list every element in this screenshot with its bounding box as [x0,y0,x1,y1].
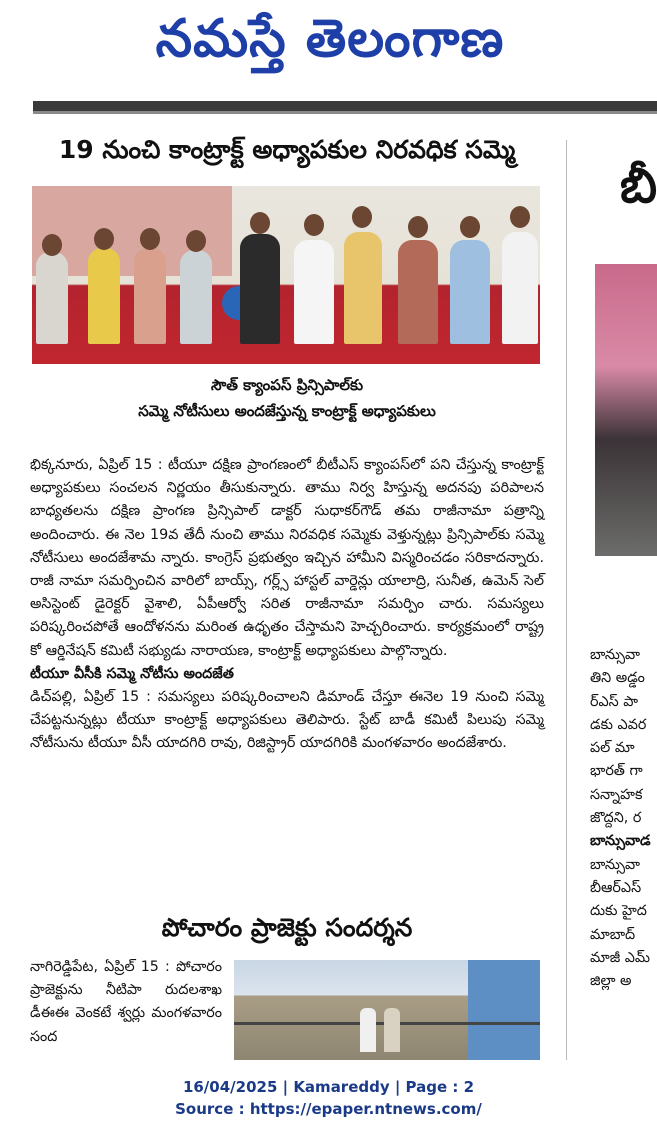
photo-person [180,250,212,344]
newspaper-title: నమస్తే తెలంగాణ [155,8,505,69]
photo-person [88,248,120,344]
right-text-line: బాన్సువా [590,647,641,663]
caption-line: సమ్మె నోటీసులు అందజేస్తున్న కాంట్రాక్ట్ అధ్యాపకులు [138,402,436,420]
photo-head [304,214,324,236]
right-article-text [590,644,657,993]
footer-source: Source : https://epaper.ntnews.com/ [175,1100,482,1118]
second-article-photo [234,960,540,1060]
right-article-photo [595,264,657,556]
photo-head [42,234,62,256]
right-text-line: పల్ మా [590,740,635,757]
photo-person [344,232,382,344]
column-divider [566,140,567,1060]
photo-head [140,228,160,250]
article-body [30,454,544,756]
photo-person [384,1008,400,1052]
photo-head [352,206,372,228]
article-paragraph: భిక్కనూరు, ఏప్రిల్ 15 : టీయూ దక్షిణ ప్రాంగణంలో బీటీఎస్ క్యాంపస్‌లో పని చేస్తున్న కాంట్రాక్ట్ అధ్యాపకులు సంచలన నిర్ణయం తీసుకున్నారు. తాము నిర్వ హిస్తున్న అదనపు పరిపాలన బాధ్యతలను దక్షిణ ప్రాంగణ ప్రిన్సిపాల్ డాక్టర్ సుధాకర్‌గౌడ్ తమ రాజీనామా పత్రాన్ని అందించారు. ఈ నెల 19వ తేదీ నుంచి తాము నిరవధిక సమ్మెకు వెళ్తున్నట్లు ప్రిన్సిపాల్‌కు సమ్మె నోటీసులు అందజేశామ న్నారు. కాంగ్రెస్ ప్రభుత్వం ఇచ్చిన హామీని విస్మరించడం సరికాదన్నారు. రాజీ నామా సమర్పించిన వారిలో బాయ్స్, గర్ల్స్ హాస్టల్ వార్డెన్లు యాలాద్రి, సునీత, ఉమెన్ సెల్ అసిస్టెంట్ డైరెక్టర్ వైశాలి, ఏపీఆర్వో సరిత రాజీనామా సమర్పిం చారు. సమస్యలు పరిష్కరించపోతే ఆందోళనను మరింత ఉధృతం చేస్తామని హెచ్చరించారు. కార్యక్రమంలో రాష్ట్ర కో ఆర్డినేషన్ కమిటీ సభ్యుడు నారాయణ, కాంట్రాక్ట్ అధ్యాపకులు పాల్గొన్నారు. [30,457,544,659]
photo-person [398,240,438,344]
right-text-line: బాన్సువాడ [590,833,651,850]
photo-head [408,216,428,238]
main-article-column [30,118,544,1063]
photo-head [510,206,530,228]
right-text-line: సన్నాహక [590,786,643,803]
photo-person [360,1008,376,1052]
photo-person [240,234,280,344]
photo-head [460,216,480,238]
right-text-line: మాజీ ఎమ్ [590,949,651,966]
article-paragraph: డిచ్‌పల్లి, ఏప్రిల్ 15 : సమస్యలు పరిష్కరించాలని డిమాండ్ చేస్తూ ఈనెల 19 నుంచి సమ్మె చేపట్టనున్నట్లు టీయూ కాంట్రాక్ట్ అధ్యాపకులు తెలిపారు. స్టేట్ బాడీ కమిటీ పిలుపు సమ్మె నోటీసును టీయూ వీసీ యాదగిరి రావు, రిజిస్ట్రార్ యాదగిరికి మంగళవారం అందజేశారు. [30,689,544,752]
right-text-line: భారత్ గా [590,763,643,780]
photo-person [450,240,490,344]
photo-head [250,212,270,234]
second-headline: పోచారం ప్రాజెక్టు సందర్శన [161,913,413,942]
caption-line: సౌత్ క్యాంపస్ ప్రిన్సిపాల్‌కు [210,376,364,394]
right-text-line: తిని అడ్డం [590,670,645,687]
photo-head [94,228,114,250]
photo-person [134,248,166,344]
right-text-line: జిల్లా అ [590,973,632,990]
second-article-text: నాగిరెడ్డిపేట, ఏప్రిల్ 15 : పోచారం ప్రాజెక్టును నీటిపా రుదలశాఖ డీఈఈ వెంకటే శ్వర్లు మంగళవారం సంద [30,959,222,1045]
right-text-line: మాబాద్ [590,926,636,943]
masthead [0,0,657,95]
right-text-line: బీఆర్‌ఎస్ [590,879,642,896]
right-text-line: జొద్దని, ర [590,810,642,827]
header-rule [33,101,657,111]
main-headline: 19 నుంచి కాంట్రాక్ట్ అధ్యాపకుల నిరవధిక సమ్మె [58,135,516,164]
right-text-line: బాన్సువా [590,856,641,873]
main-article-photo [32,186,540,364]
right-headline: బీ [620,158,657,214]
photo-head [186,230,206,252]
right-text-line: డకు ఎవర [590,716,647,733]
page-footer [0,1076,657,1120]
photo-shed [468,960,540,1060]
photo-person [36,252,68,344]
right-text-line: ర్‌ఎస్ పా [590,693,638,710]
photo-person [502,232,538,344]
footer-edition: 16/04/2025 | Kamareddy | Page : 2 [182,1078,475,1096]
photo-caption [30,372,544,424]
right-text-line: దుకు హైద [590,903,647,920]
article-subhead: టీయూ వీసీకి సమ్మె నోటీసు అందజేత [30,665,234,682]
right-article-column [570,118,657,1063]
photo-person [294,240,334,344]
header-rule-light [33,111,657,114]
